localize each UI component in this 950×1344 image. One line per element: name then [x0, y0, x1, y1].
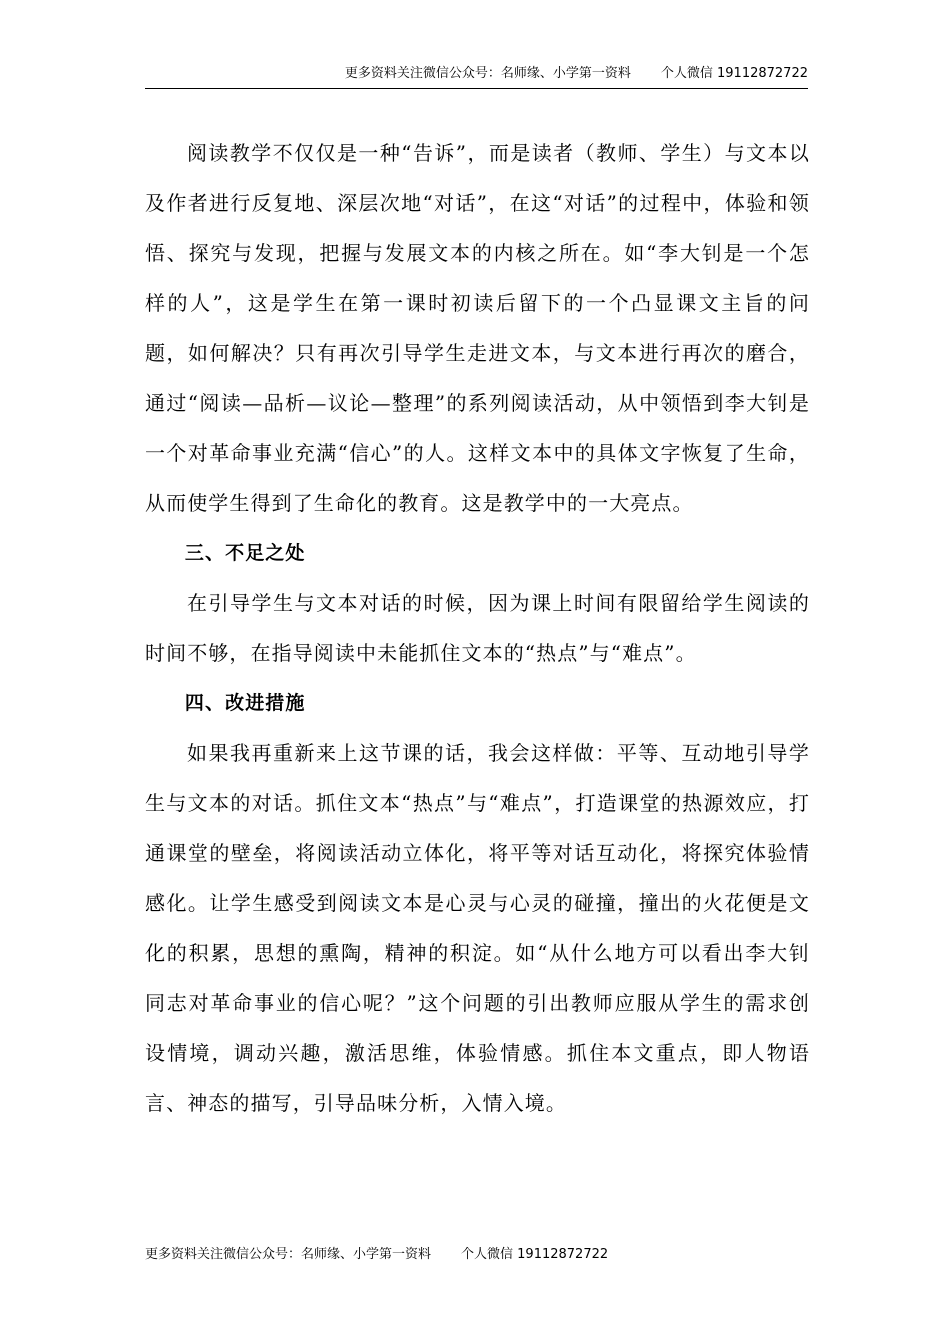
header-promo-text: 更多资料关注微信公众号：名师缘、小学第一资料 [344, 66, 631, 81]
paragraph-shortcomings: 在引导学生与文本对话的时候，因为课上时间有限留给学生阅读的时间不够，在指导阅读中未能抓住文本的“热点”与“难点”。 [145, 591, 810, 665]
header-wechat-contact: 个人微信 19112872722 [660, 66, 808, 81]
document-body [145, 128, 810, 1128]
paragraph-improvements: 如果我再重新来上这节课的话，我会这样做：平等、互动地引导学生与文本的对话。抓住文本“热点”与“难点”，打造课堂的热源效应，打通课堂的壁垒，将阅读活动立体化，将平等对话互动化，将探究体验情感化。让学生感受到阅读文本是心灵与心灵的碰撞，撞出的火花便是文化的积累，思想的熏陶，精神的积淀。如“从什么地方可以看出李大钊同志对革命事业的信心呢？”这个问题的引出教师应服从学生的需求创设情境，调动兴趣，激活思维，体验情感。抓住本文重点，即人物语言、神态的描写，引导品味分析，入情入境。 [145, 741, 810, 1115]
section-heading-improvements: 四、改进措施 [184, 692, 306, 714]
footer-promo-text: 更多资料关注微信公众号：名师缘、小学第一资料 [145, 1247, 432, 1262]
page-footer [145, 1245, 608, 1265]
paragraph-reading-dialogue: 阅读教学不仅仅是一种“告诉”，而是读者（教师、学生）与文本以及作者进行反复地、深层次地“对话”，在这“对话”的过程中，体验和领悟、探究与发现，把握与发展文本的内核之所在。如“李大钊是一个怎样的人”，这是学生在第一课时初读后留下的一个凸显课文主旨的问题，如何解决？只有再次引导学生走进文本，与文本进行再次的磨合，通过“阅读—品析—议论—整理”的系列阅读活动，从中领悟到李大钊是一个对革命事业充满“信心”的人。这样文本中的具体文字恢复了生命，从而使学生得到了生命化的教育。这是教学中的一大亮点。 [145, 141, 810, 515]
section-heading-shortcomings: 三、不足之处 [184, 542, 306, 564]
page-header [145, 64, 808, 89]
footer-wechat-contact: 个人微信 19112872722 [461, 1247, 609, 1262]
